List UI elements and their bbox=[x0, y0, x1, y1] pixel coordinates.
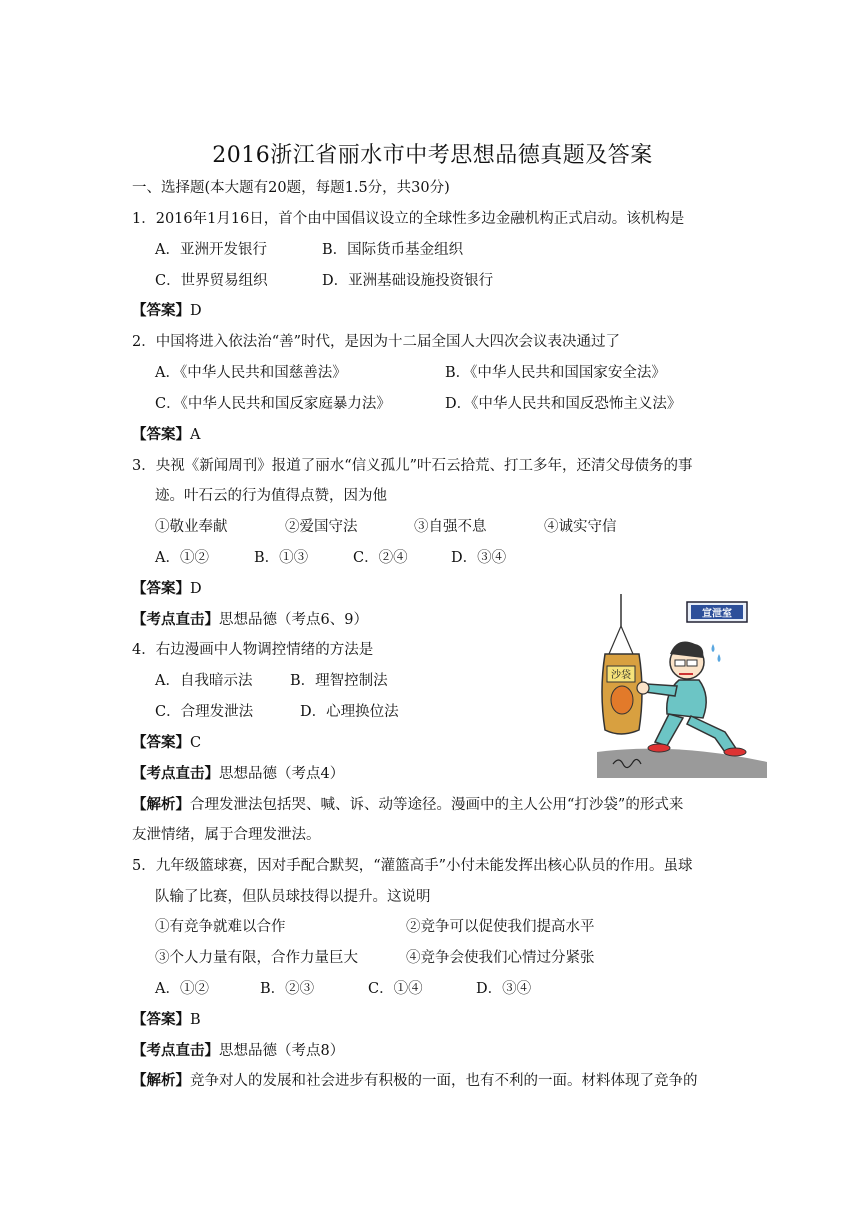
venting-room-cartoon bbox=[595, 592, 771, 780]
q4-option-d: D．心理换位法 bbox=[300, 704, 399, 720]
q5-analysis-line1: 竞争对人的发展和社会进步有积极的一面，也有不利的一面。材料体现了竞争的 bbox=[190, 1073, 698, 1089]
q3-option-a: A．①② bbox=[155, 550, 209, 566]
q3-stem-line2: 迹。叶石云的行为值得点赞，因为他 bbox=[155, 488, 387, 504]
q4-answer: C bbox=[190, 735, 202, 751]
answer-tag: 【答案】 bbox=[132, 426, 190, 443]
q5-stem-line2: 队输了比赛，但队员球技得以提升。这说明 bbox=[155, 889, 431, 905]
q4-option-b: B．理智控制法 bbox=[290, 673, 388, 689]
section-heading: 一、选择题(本大题有20题，每题1.5分，共30分) bbox=[132, 180, 450, 196]
q5-item-4: ④竞争会使我们心情过分紧张 bbox=[406, 950, 595, 966]
q2-option-c: C．《中华人民共和国反家庭暴力法》 bbox=[155, 396, 391, 412]
q4-analysis-line2: 友泄情绪，属于合理发泄法。 bbox=[132, 827, 321, 843]
point-tag: 【考点直击】 bbox=[132, 611, 219, 628]
q5-option-c: C．①④ bbox=[368, 981, 423, 997]
answer-tag: 【答案】 bbox=[132, 580, 190, 597]
q1-answer: D bbox=[190, 303, 202, 319]
q1-option-c: C．世界贸易组织 bbox=[155, 273, 268, 289]
q3-point-row bbox=[132, 610, 368, 630]
q3-item-1: ①敬业奉献 bbox=[155, 519, 228, 535]
q5-item-1: ①有竞争就难以合作 bbox=[155, 919, 286, 935]
q1-option-a: A．亚洲开发银行 bbox=[155, 242, 267, 258]
q3-answer-row bbox=[132, 579, 202, 599]
q3-option-b: B．①③ bbox=[254, 550, 309, 566]
q2-answer: A bbox=[190, 427, 201, 443]
q2-option-a: A．《中华人民共和国慈善法》 bbox=[155, 365, 347, 381]
q2-stem: 2．中国将进入依法治“善”时代，是因为十二届全国人大四次会议表决通过了 bbox=[132, 334, 621, 350]
q5-point-row bbox=[132, 1041, 344, 1061]
q5-answer: B bbox=[190, 1012, 201, 1028]
q3-option-d: D．③④ bbox=[451, 550, 507, 566]
q5-analysis-row bbox=[132, 1071, 698, 1091]
q4-analysis-line1: 合理发泄法包括哭、喊、诉、动等途径。漫画中的主人公用“打沙袋”的形式来 bbox=[190, 797, 684, 813]
bag-label: 沙袋 bbox=[611, 670, 631, 681]
q5-point: 思想品德（考点8） bbox=[219, 1043, 345, 1059]
q5-answer-row bbox=[132, 1010, 201, 1030]
q5-stem-line1: 5．九年级篮球赛，因对手配合默契，“灌篮高手”小付未能发挥出核心队员的作用。虽球 bbox=[132, 858, 693, 874]
q4-stem: 4．右边漫画中人物调控情绪的方法是 bbox=[132, 642, 374, 658]
sign-label: 宣泄室 bbox=[702, 608, 732, 620]
q4-option-a: A．自我暗示法 bbox=[155, 673, 253, 689]
q3-answer: D bbox=[190, 581, 202, 597]
q5-option-d: D．③④ bbox=[476, 981, 532, 997]
q5-item-3: ③个人力量有限，合作力量巨大 bbox=[155, 950, 358, 966]
analysis-tag: 【解析】 bbox=[132, 1072, 190, 1089]
q2-option-d: D．《中华人民共和国反恐怖主义法》 bbox=[445, 396, 682, 412]
q2-answer-row bbox=[132, 425, 200, 445]
page-title: 2016浙江省丽水市中考思想品德真题及答案 bbox=[212, 143, 653, 168]
q1-stem: 1．2016年1月16日，首个由中国倡议设立的全球性多边金融机构正式启动。该机构是 bbox=[132, 211, 685, 227]
q1-option-d: D．亚洲基础设施投资银行 bbox=[322, 273, 494, 289]
q1-option-b: B．国际货币基金组织 bbox=[322, 242, 464, 258]
answer-tag: 【答案】 bbox=[132, 302, 190, 319]
q3-point: 思想品德（考点6、9） bbox=[219, 612, 368, 628]
q4-answer-row bbox=[132, 733, 201, 753]
point-tag: 【考点直击】 bbox=[132, 765, 219, 782]
q5-item-2: ②竞争可以促使我们提高水平 bbox=[406, 919, 595, 935]
q3-stem-line1: 3．央视《新闻周刊》报道了丽水“信义孤儿”叶石云拾荒、打工多年，还清父母债务的事 bbox=[132, 458, 693, 474]
q4-point: 思想品德（考点4） bbox=[219, 766, 345, 782]
q3-item-3: ③自强不息 bbox=[414, 519, 487, 535]
q1-answer-row bbox=[132, 301, 202, 321]
answer-tag: 【答案】 bbox=[132, 1011, 190, 1028]
q3-item-2: ②爱国守法 bbox=[285, 519, 358, 535]
point-tag: 【考点直击】 bbox=[132, 1042, 219, 1059]
q3-option-c: C．②④ bbox=[353, 550, 408, 566]
q2-option-b: B．《中华人民共和国国家安全法》 bbox=[445, 365, 666, 381]
q5-option-a: A．①② bbox=[155, 981, 209, 997]
q5-option-b: B．②③ bbox=[260, 981, 315, 997]
analysis-tag: 【解析】 bbox=[132, 796, 190, 813]
q4-option-c: C．合理发泄法 bbox=[155, 704, 254, 720]
q3-item-4: ④诚实守信 bbox=[544, 519, 617, 535]
q4-analysis-row bbox=[132, 795, 683, 815]
q4-point-row bbox=[132, 764, 344, 784]
answer-tag: 【答案】 bbox=[132, 734, 190, 751]
